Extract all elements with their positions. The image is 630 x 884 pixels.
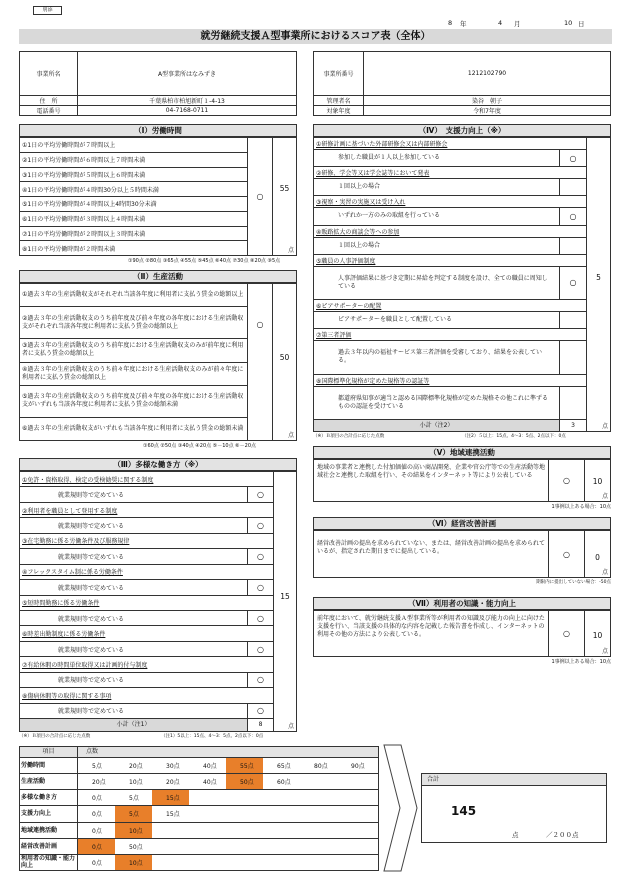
s4-item: ④販路拡大の商談会等への参加 [314, 226, 586, 238]
s3-sub-row [20, 518, 273, 533]
s2-item: ⑤過去３年の生産活動収支のうち前年度及び前々年度の各年度における生産活動収支がいずれも当該各年度に利用者に支払う賃金の総額未満 [20, 386, 247, 418]
s3-sub-label: 就業規則等で定めている [20, 580, 248, 594]
s4-check-mark [560, 179, 586, 195]
s2-unit: 点 [287, 432, 294, 439]
score-table-cell: 30点 [166, 763, 180, 771]
s4-sub-row [314, 238, 586, 255]
score-table-cell: 20点 [129, 763, 143, 771]
s3-sub-label: 就業規則等で定めている [20, 704, 248, 718]
s4-sub-row [314, 150, 586, 167]
s2-item: ③過去３年の生産活動収支のうち前年度における生産活動収支のみが前年度に利用者に支払う賃金の総額以上 [20, 339, 247, 362]
s3-sub-row [20, 642, 273, 657]
s3-subtotal-label: 小計（注1） [20, 719, 248, 731]
s5-heading: （Ⅴ）地域連携活動 [313, 446, 611, 459]
s3-check-mark: ○ [257, 521, 264, 531]
s2-item: ④過去３年の生産活動収支のうち前々年度における生産活動収支のみが前々年度に利用者に支払う賃金の総額以上 [20, 363, 247, 386]
s3-sub-row [20, 549, 273, 564]
s2-heading: （Ⅱ）生産活動 [19, 270, 297, 283]
s4-note-right: （注2）５以上：15点、4～3：5点、2点以下：0点 [462, 434, 566, 439]
s6-check-mark: ○ [549, 531, 585, 577]
s3-sub-row [20, 704, 273, 718]
page-title: 就労継続支援Ａ型事業所におけるスコア表（全体） [19, 29, 612, 44]
s4-check-mark [560, 341, 586, 373]
s1-item: ③1日の平均労働時間が５時間以上６時間未満 [20, 168, 247, 183]
score-table-row [20, 855, 378, 870]
s3-item: ①免許・資格取得、検定の受検勧奨に関する制度 [20, 472, 273, 487]
s6-note: 期限内に提出していない場合：-50点 [536, 580, 611, 585]
score-table-cell: 90点 [351, 763, 365, 771]
s4-check-mark: ○ [569, 278, 577, 288]
s4-check-mark [560, 312, 586, 328]
s1-item: ⑧1日の平均労働時間が２時間未満 [22, 245, 116, 253]
s4-sub-label: 過去３年以内の福祉サービス第三者評価を受審しており、結果を公表している。 [314, 341, 560, 373]
score-table-cell: 5点 [92, 763, 102, 771]
s6-text: 経営改善計画の提出を求められていない、または、経営改善計画の提出を求められているが、指定された期日までに提出している。 [314, 531, 549, 577]
s3-item: ⑥時差出勤制度に係る労働条件 [20, 626, 273, 641]
score-table-cell: 60点 [277, 779, 291, 787]
s7-unit: 点 [601, 648, 608, 655]
s5-unit: 点 [601, 493, 608, 500]
score-table-cell: 15点 [166, 811, 180, 819]
s4-item: ③視察・実習の実施又は受け入れ [314, 196, 586, 208]
score-table-row [20, 790, 378, 806]
s6-block [313, 530, 611, 578]
s3-check-mark: ○ [257, 582, 264, 592]
s1-item: ④1日の平均労働時間が４時間30分以上５時間未満 [20, 182, 247, 197]
score-table-cell: 40点 [203, 763, 217, 771]
date: 8 年 4 月 10 日 [448, 19, 585, 28]
score-table [19, 746, 379, 871]
s4-sub-row [314, 341, 586, 374]
s1-item: ②1日の平均労働時間が６時間以上７時間未満 [20, 153, 247, 168]
s7-score: 10 [592, 631, 603, 640]
score-table-label: 支援力向上 [20, 806, 78, 821]
s1-note: ①90点 ②80点 ③65点 ④55点 ⑤45点 ⑥40点 ⑦30点 ⑧20点 ⑨5点 [128, 258, 281, 264]
s4-sub-label: 都道府県知事が適当と認める国際標準化規格が定めた規格その他これに準ずるものの認証を受けている [314, 387, 560, 419]
s1-score: 55 [279, 184, 290, 193]
total-label: 合計 [422, 774, 606, 786]
s3-item: ⑦有給休暇の時間単位取得又は計画的付与制度 [20, 657, 273, 672]
total-max: ／２００点 [546, 831, 579, 839]
s3-subtotal: 8 [248, 719, 273, 731]
s2-item: ⑥過去３年の生産活動収支がいずれも当該各年度に利用者に支払う賃金の総額未満 [22, 424, 244, 432]
score-table-label: 経営改善計画 [20, 839, 78, 854]
score-table-label: 地域連携活動 [20, 823, 78, 838]
total-box [421, 773, 607, 843]
s3-note-right: （注1）5以上：15点、4～3：5点、2点以下：0点 [161, 734, 264, 739]
score-table-cell: 10点 [129, 779, 143, 787]
s4-sub-row [314, 267, 586, 300]
score-table-row [20, 823, 378, 839]
s3-sub-label: 就業規則等で定めている [20, 518, 248, 532]
s6-heading: （Ⅵ）経営改善計画 [313, 517, 611, 530]
s3-check-mark: ○ [257, 613, 264, 623]
s3-sub-label: 就業規則等で定めている [20, 549, 248, 563]
s4-sub-label: ピアサポーターを職員として配置している [314, 312, 560, 328]
s1-check-mark: ○ [248, 138, 273, 255]
score-table-label: 労働時間 [20, 758, 78, 773]
s4-subtotal: 3 [560, 420, 586, 431]
score-table-cell: 0点 [92, 795, 102, 803]
score-table-cell: 15点 [152, 790, 189, 805]
score-table-label: 生産活動 [20, 774, 78, 789]
score-table-cell: 10点 [115, 855, 152, 870]
score-table-cell: 5点 [115, 806, 152, 821]
s7-text: 前年度において、就労継続支援Ａ型事業所等が利用者の知識及び能力の向上に向けた支援を行い、当該支援の具体的な内容を記載した報告書を作成し、インターネットの利用その他の方法により公表している。 [314, 611, 549, 656]
score-table-row [20, 839, 378, 855]
s3-block [19, 471, 297, 732]
score-table-row [20, 774, 378, 790]
s7-check-mark: ○ [549, 611, 585, 656]
s4-note-left: （※）Ｂ項目の合計点に応じた点数 [313, 434, 385, 439]
s7-heading: （Ⅶ）利用者の知識・能力向上 [313, 597, 611, 610]
s3-item: ⑤短時間勤務に係る労働条件 [20, 596, 273, 611]
score-table-head-item: 項目 [20, 747, 78, 757]
s4-sub-label: １回以上の場合 [314, 238, 560, 254]
s3-item: ⑧傷病休暇等の取得に関する事項 [20, 688, 273, 703]
s4-sub-row [314, 387, 586, 419]
s5-check-mark: ○ [549, 460, 585, 501]
s4-block [313, 137, 611, 432]
s1-unit: 点 [287, 247, 294, 254]
s5-score: 10 [592, 477, 603, 486]
s3-sub-row [20, 487, 273, 502]
s3-sub-label: 就業規則等で定めている [20, 487, 248, 501]
s4-score: 5 [596, 273, 601, 282]
s3-check-mark: ○ [257, 706, 264, 716]
s3-check-mark: ○ [257, 644, 264, 654]
score-table-cell: 20点 [166, 779, 180, 787]
s5-block [313, 459, 611, 502]
s4-sub-row [314, 312, 586, 329]
info-right-table: 事業所番号 1212102790 管理者名 染谷 朝子 対象年度 令和7年度 [313, 51, 611, 116]
score-table-cell: 50点 [226, 774, 263, 789]
s4-sub-row [314, 179, 586, 196]
s3-sub-row [20, 611, 273, 626]
s5-note: 1事例以上ある場合：10点 [551, 504, 611, 510]
s4-sub-label: いずれか一方のみの取組を行っている [314, 208, 560, 224]
s4-sub-label: 参加した職員が１人以上参加している [314, 150, 560, 166]
s1-item: ①1日の平均労働時間が７時間以上 [20, 138, 247, 153]
s2-item: ①過去３年の生産活動収支がそれぞれ当該各年度に利用者に支払う賃金の総額以上 [20, 284, 247, 307]
s4-sub-label: １回以上の場合 [314, 179, 560, 195]
total-unit: 点 [512, 831, 519, 839]
s4-subtotal-label: 小計（注2） [314, 420, 560, 431]
s3-heading: （Ⅲ）多様な働き方（※） [19, 458, 297, 471]
s4-check-mark: ○ [569, 153, 577, 163]
score-table-row [20, 758, 378, 774]
s1-block [19, 137, 297, 256]
s3-item: ②利用者を職員として登用する制度 [20, 503, 273, 518]
s4-check-mark [560, 387, 586, 419]
s3-check-mark: ○ [257, 490, 264, 500]
s3-item: ③在宅勤務に係る労働条件及び服務規律 [20, 534, 273, 549]
s3-note-left: （※）Ｂ項目の合計点に応じた点数 [19, 734, 91, 739]
s4-heading: （Ⅳ） 支援力向上（※） [313, 124, 611, 137]
s3-item: ④フレックスタイム制に係る労働条件 [20, 565, 273, 580]
form-tag: 別添 [33, 6, 62, 15]
score-table-cell: 0点 [78, 839, 115, 854]
score-table-cell: 65点 [277, 763, 291, 771]
s1-heading: （Ⅰ）労働時間 [19, 124, 297, 137]
arrow-right-icon [383, 744, 418, 872]
s4-check-mark: ○ [569, 211, 577, 221]
s4-sub-row [314, 208, 586, 225]
s4-item: ②研修、学会等又は学会誌等において発表 [314, 167, 586, 179]
s3-score: 15 [280, 592, 290, 601]
s1-item: ⑥1日の平均労働時間が３時間以上４時間未満 [20, 212, 247, 227]
s1-item: ⑦1日の平均労働時間が２時間以上３時間未満 [20, 227, 247, 242]
s3-sub-label: 就業規則等で定めている [20, 642, 248, 656]
score-table-label: 多様な働き方 [20, 790, 78, 805]
s3-check-mark: ○ [257, 551, 264, 561]
s7-block [313, 610, 611, 657]
score-table-cell: 0点 [92, 827, 102, 835]
score-table-cell: 55点 [226, 758, 263, 773]
s4-item: ⑤職員の人事評価制度 [314, 255, 586, 267]
s6-score: 0 [595, 553, 600, 562]
score-table-cell: 50点 [129, 843, 143, 851]
score-table-cell: 0点 [92, 811, 102, 819]
score-table-head-points: 点数 [86, 748, 99, 755]
s7-note: 1事例以上ある場合：10点 [551, 659, 611, 665]
score-table-row [20, 806, 378, 822]
info-left-table: 事業所名 A型事業所はなみずき 住 所 千葉県柏市柏旭新町１-4-13 電話番号 04-7168-0711 [19, 51, 297, 116]
s2-note: ①60点 ②50点 ③40点 ④20点 ⑤－10点 ⑥－20点 [143, 443, 257, 449]
s4-item: ①研修計画に基づいた外部研修会又は内部研修会 [314, 138, 586, 150]
score-table-cell: 5点 [129, 795, 139, 803]
s2-item: ②過去３年の生産活動収支のうち前年度及び前々年度の各年度における生産活動収支がそれぞれ当該各年度に利用者に支払う賃金の総額以上 [20, 307, 247, 339]
score-table-cell: 0点 [92, 859, 102, 867]
score-table-cell: 20点 [92, 779, 106, 787]
s4-item: ⑧国際標準化規格が定めた規格等の認証等 [314, 375, 586, 387]
s2-block [19, 283, 297, 441]
score-table-cell: 10点 [115, 823, 152, 838]
score-table-cell: 80点 [314, 763, 328, 771]
total-value: 145 [451, 804, 477, 818]
s3-sub-row [20, 673, 273, 688]
s5-text: 地域の事業者と連携した付加価値の高い商品開発、企業や官公庁等での生産活動等地域社会と連携した取組を行い、その結果をインターネット等により公表している [314, 460, 549, 501]
s6-unit: 点 [601, 569, 608, 576]
s4-item: ⑦第三者評価 [314, 329, 586, 341]
s3-check-mark: ○ [257, 675, 264, 685]
score-table-cell: 40点 [203, 779, 217, 787]
s4-check-mark [560, 238, 586, 254]
score-table-label: 利用者の知識・能力向上 [20, 855, 78, 870]
s3-sub-row [20, 580, 273, 595]
s1-item: ⑤1日の平均労働時間が４時間以上4時間30分未満 [20, 197, 247, 212]
s2-score: 50 [279, 353, 290, 362]
s2-check-mark: ○ [256, 320, 264, 329]
s3-sub-label: 就業規則等で定めている [20, 611, 248, 625]
s4-unit: 点 [601, 423, 608, 430]
s3-sub-label: 就業規則等で定めている [20, 673, 248, 687]
s3-unit: 点 [287, 723, 294, 730]
s4-item: ⑥ピアサポーターの配置 [314, 300, 586, 312]
s4-sub-label: 人事評価結果に基づき定期に昇給を判定する制度を設け、全ての職員に周知している [314, 267, 560, 299]
